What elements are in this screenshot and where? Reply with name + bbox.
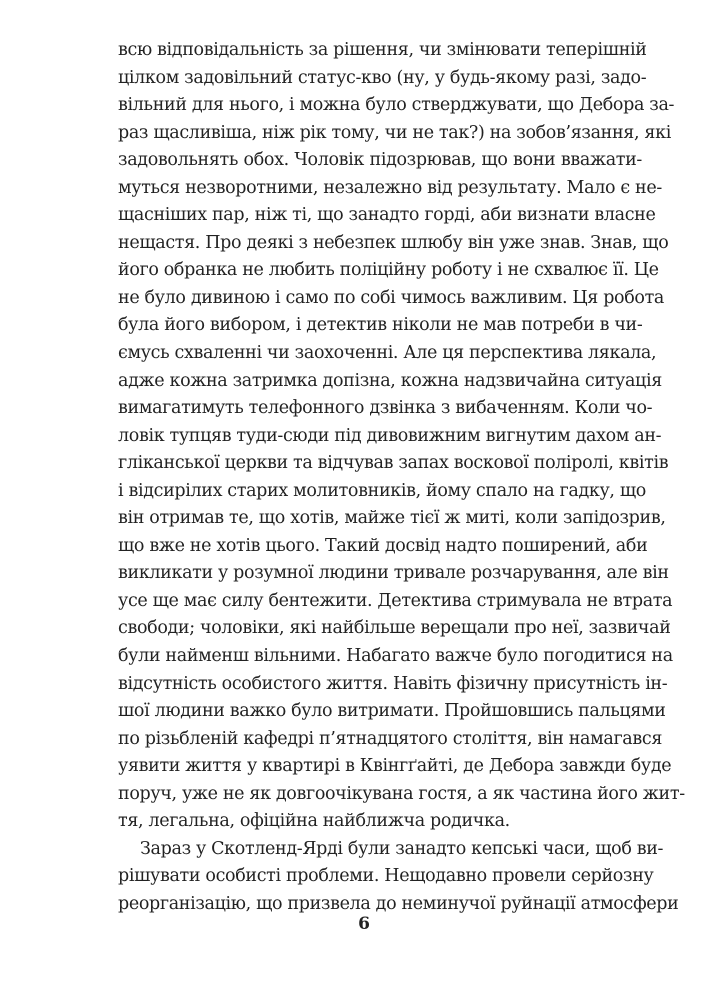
text-line: всю відповідальність за рішення, чи змінювати теперішній: [118, 40, 647, 60]
text-line: була його вибором, і детектив ніколи не мав потреби в чи-: [118, 315, 643, 336]
text-line: і відсирілих старих молитовників, йому спало на гадку, що: [118, 480, 646, 501]
paragraph-last-line: тя, легальна, офіційна найближча родичка.: [118, 811, 510, 832]
text-line: поруч, уже не як довгоочікувана гостя, а як частина його жит-: [118, 783, 685, 804]
text-line: викликати у розумної людини тривале розчарування, але він: [118, 563, 669, 584]
text-line: щасніших пар, ніж ті, що занадто горді, аби визнати власне: [118, 205, 656, 226]
text-line: задовольнять обох. Чоловік підозрював, що вони вважати-: [118, 150, 642, 171]
text-line: по різьбленій кафедрі п’ятнадцятого століття, він намагався: [118, 728, 663, 749]
text-line: раз щасливіша, ніж рік тому, чи не так?) на зобов’язання, які: [118, 122, 671, 143]
text-line: ловік тупцяв туди-сюди під дивовижним вигнутим дахом ан-: [118, 425, 662, 446]
text-line: не було дивиною і само по собі чимось важливим. Ця робота: [118, 287, 665, 308]
text-line: що вже не хотів цього. Такий досвід надто поширений, аби: [118, 535, 648, 556]
text-line: адже кожна затримка допізна, кожна надзвичайна ситуація: [118, 370, 662, 391]
text-line: рішувати особисті проблеми. Нещодавно провели серйозну: [118, 866, 654, 887]
text-line: гліканської церкви та відчував запах воскової поліролі, квітів: [118, 453, 669, 474]
text-line: уявити життя у квартирі в Квінгґайті, де Дебора завжди буде: [118, 756, 672, 777]
text-line: вимагатимуть телефонного дзвінка з вибаченням. Коли чо-: [118, 398, 653, 419]
text-line: вільний для нього, і можна було стверджувати, що Дебора за-: [118, 95, 675, 116]
text-line: цілком задовільний статус-кво (ну, у будь-якому разі, задо-: [118, 67, 647, 88]
text-line: відсутність особистого життя. Навіть фізичну присутність ін-: [118, 673, 668, 694]
text-line: свободи; чоловіки, які найбільше верещали про неї, зазвичай: [118, 618, 671, 639]
text-line: усе ще має силу бентежити. Детектива стримувала не втрата: [118, 590, 673, 611]
text-line: ємусь схваленні чи заохоченні. Але ця перспектива лякала,: [118, 343, 657, 364]
text-line: реорганізацію, що призвела до неминучої руйнації атмосфери: [118, 893, 679, 914]
text-line: нещастя. Про деякі з небезпек шлюбу він уже знав. Знав, що: [118, 232, 669, 253]
text-line: муться незворотними, незалежно від результату. Мало є не-: [118, 177, 662, 198]
text-line: його обранка не любить поліційну роботу і не схвалює її. Це: [118, 260, 659, 281]
body-text: [118, 37, 685, 919]
page-number: 6: [358, 914, 370, 934]
text-line: шої людини важко було витримати. Пройшовшись пальцями: [118, 701, 666, 722]
paragraph-first-line: Зараз у Скотленд-Ярді були занадто кепські часи, щоб ви-: [140, 838, 664, 859]
text-line: були найменш вільними. Набагато важче було погодитися на: [118, 646, 673, 667]
text-line: він отримав те, що хотів, майже тієї ж миті, коли запідозрив,: [118, 508, 666, 529]
